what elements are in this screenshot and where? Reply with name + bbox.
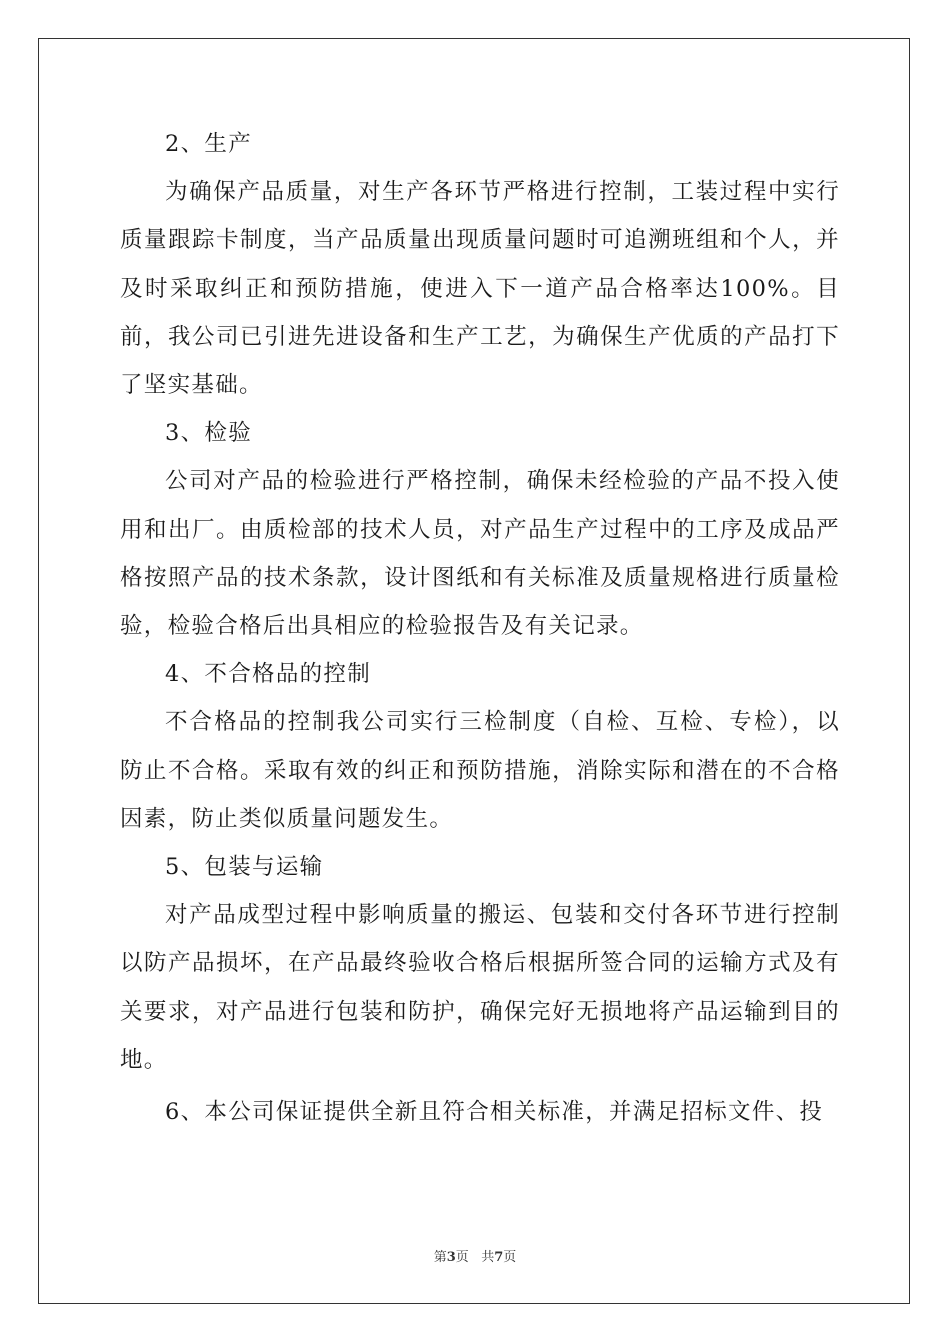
section-heading: 3、检验 [165,420,253,447]
section-heading: 2、生产 [165,131,253,157]
section-paragraph: 6、本公司保证提供全新且符合相关标准，并满足招标文件、投 [165,1099,824,1126]
section-heading: 5、包装与运输 [165,854,324,881]
footer-total-number: 7 [494,1250,504,1265]
document-body [120,120,840,1136]
footer-page-number: 3 [446,1250,456,1265]
page-footer [0,1246,950,1265]
section-paragraph: 对产品成型过程中影响质量的搬运、包装和交付各环节进行控制以防产品损坏，在产品最终验收合格后根据所签合同的运输方式及有关要求，对产品进行包装和防护，确保完好无损地将产品运输到目的地。 [120,902,840,1073]
section-paragraph: 为确保产品质量，对生产各环节严格进行控制，工装过程中实行质量跟踪卡制度，当产品质量出现质量问题时可追溯班组和个人，并及时采取纠正和预防措施，使进入下一道产品合格率达100%。目前，我公司已引进先进设备和生产工艺，为确保生产优质的产品打下了坚实基础。 [120,179,840,399]
footer-page-prefix: 第 [433,1250,447,1265]
section-paragraph: 不合格品的控制我公司实行三检制度（自检、互检、专检），以防止不合格。采取有效的纠正和预防措施，消除实际和潜在的不合格因素，防止类似质量问题发生。 [120,709,840,832]
footer-total-suffix: 页 [503,1250,517,1265]
section-heading: 4、不合格品的控制 [165,661,372,688]
footer-page-suffix: 页 [455,1250,469,1265]
footer-total-prefix: 共 [481,1250,495,1265]
section-paragraph: 公司对产品的检验进行严格控制，确保未经检验的产品不投入使用和出厂。由质检部的技术人员，对产品生产过程中的工序及成品严格按照产品的技术条款，设计图纸和有关标准及质量规格进行质量检验，检验合格后出具相应的检验报告及有关记录。 [120,468,840,640]
